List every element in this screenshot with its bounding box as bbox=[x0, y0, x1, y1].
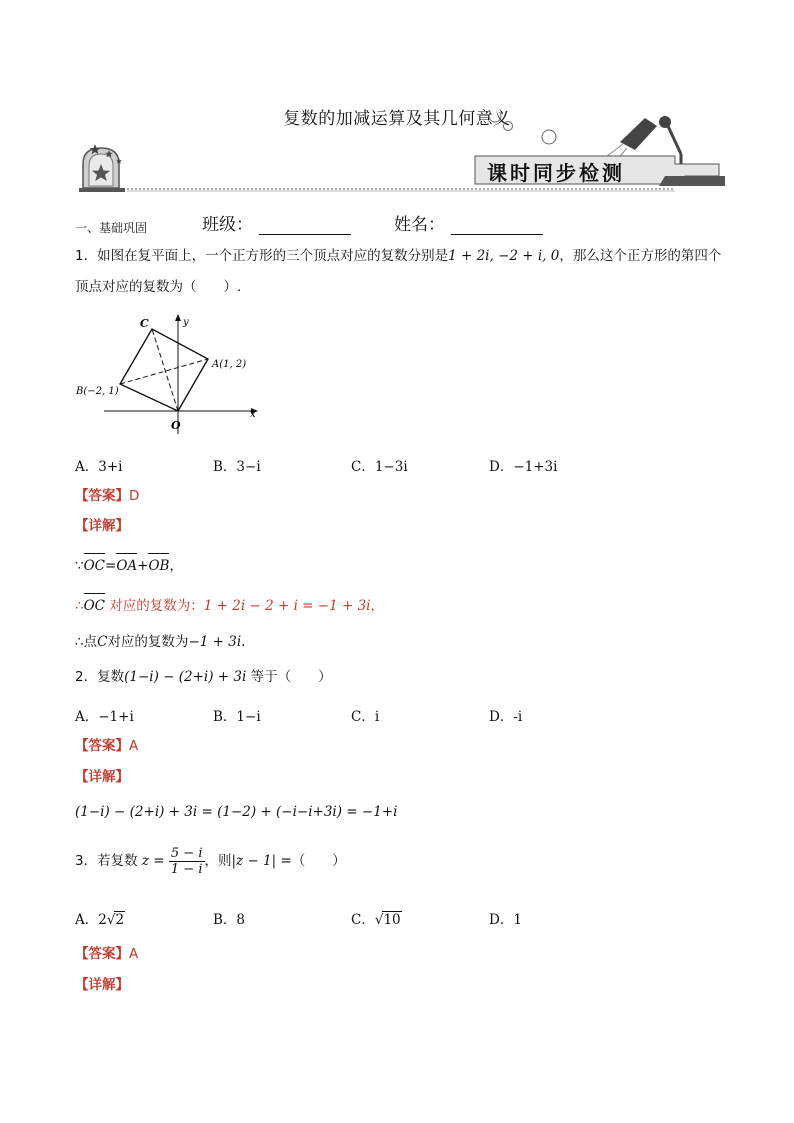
step3-text2: 对应的复数为 bbox=[107, 634, 189, 650]
name-blank[interactable] bbox=[451, 216, 543, 235]
q1-option-d[interactable]: D．−1+3i bbox=[489, 459, 558, 475]
radicand: 2 bbox=[115, 912, 125, 928]
answer-value: A bbox=[129, 946, 139, 962]
q1-math: 1 + 2i, −2 + i, 0 bbox=[448, 248, 560, 264]
plus-sign: + bbox=[137, 558, 149, 574]
star-badge-icon bbox=[79, 144, 125, 192]
detail-tag: 【详解】 bbox=[75, 518, 129, 534]
q3-option-c[interactable] bbox=[351, 908, 402, 928]
label-b: B(−2, 1) bbox=[76, 386, 119, 397]
q3-fraction bbox=[169, 846, 205, 877]
comma: ， bbox=[169, 558, 183, 574]
q3-tail: （ ） bbox=[291, 853, 346, 869]
q2-detail-tag bbox=[75, 767, 129, 787]
q2-option-b[interactable]: B．1−i bbox=[213, 709, 261, 725]
answer-tag: 【答案】 bbox=[75, 738, 129, 754]
q3-option-b[interactable]: B．8 bbox=[213, 912, 246, 928]
class-blank[interactable] bbox=[259, 216, 351, 235]
q1-option-c[interactable]: C．1−3i bbox=[351, 459, 408, 475]
q3-answer bbox=[75, 944, 138, 964]
q1-option-a[interactable]: A．3+i bbox=[75, 459, 123, 475]
q3-stem bbox=[75, 846, 346, 877]
q3-option-a[interactable] bbox=[75, 908, 125, 928]
q2-math: (1−i) − (2+i) + 3i bbox=[124, 669, 247, 685]
q1-step1 bbox=[75, 556, 183, 576]
comma: ， bbox=[370, 598, 384, 614]
step2-math: 1 + 2i − 2 + i = −1 + 3i bbox=[203, 598, 371, 614]
q2-option-d[interactable]: D．-i bbox=[489, 709, 523, 725]
answer-value: D bbox=[129, 488, 140, 504]
q1-step2 bbox=[75, 596, 384, 616]
equals-sign: = bbox=[105, 558, 117, 574]
square bbox=[120, 329, 208, 411]
q3-mid: ，则 bbox=[204, 853, 232, 869]
step3-math: −1 + 3i bbox=[188, 634, 242, 650]
banner-label: 课时同步检测 bbox=[487, 161, 625, 185]
q2-answer bbox=[75, 736, 138, 756]
name-field[interactable] bbox=[394, 210, 543, 235]
q1-answer bbox=[75, 486, 139, 506]
label-c: C bbox=[140, 317, 149, 330]
header-banner bbox=[75, 112, 725, 192]
name-label: 姓名： bbox=[394, 215, 445, 235]
fraction-denominator: 1 − i bbox=[170, 862, 203, 877]
page-title: 复数的加减运算及其几何意义 bbox=[283, 109, 511, 129]
q1-option-b[interactable]: B．3−i bbox=[213, 459, 261, 475]
vector-oc: OC bbox=[83, 558, 105, 574]
step2-text: 对应的复数为： bbox=[109, 598, 204, 614]
label-y: y bbox=[183, 317, 189, 328]
sqrt-symbol: √ bbox=[106, 912, 116, 928]
because-symbol: ∵ bbox=[75, 558, 84, 574]
q1-tail: ，那么这个正方形的第四个 bbox=[559, 248, 722, 264]
vector-oa: OA bbox=[116, 558, 138, 574]
therefore-symbol: ∴ bbox=[75, 598, 84, 614]
radicand: 10 bbox=[383, 912, 401, 928]
detail-tag: 【详解】 bbox=[75, 769, 129, 785]
detail-tag: 【详解】 bbox=[75, 977, 129, 993]
q1-line2: 顶点对应的复数为（ ）. bbox=[75, 279, 242, 295]
q3-option-d[interactable]: D．1 bbox=[489, 912, 522, 928]
q1-detail-tag bbox=[75, 516, 129, 536]
q2-prefix: 2．复数 bbox=[75, 669, 125, 685]
step3-text: ∴点 bbox=[75, 634, 98, 650]
q1-step3 bbox=[75, 632, 245, 652]
option-label: C． bbox=[351, 912, 375, 928]
q2-stem bbox=[75, 667, 332, 687]
option-label: A． bbox=[75, 912, 99, 928]
point-c: C bbox=[97, 634, 108, 650]
section-heading: 一、基础巩固 bbox=[75, 221, 148, 235]
vector-oc: OC bbox=[83, 598, 105, 614]
vector-ob: OB bbox=[148, 558, 170, 574]
q1-text: 1．如图在复平面上，一个正方形的三个顶点对应的复数分别是 bbox=[75, 248, 449, 264]
sqrt-symbol: √ bbox=[374, 912, 384, 928]
q1-line1 bbox=[75, 246, 721, 266]
label-o: O bbox=[171, 419, 181, 432]
answer-value: A bbox=[129, 738, 139, 754]
q2-tail: 等于（ ） bbox=[250, 669, 332, 685]
coefficient: 2 bbox=[98, 912, 107, 928]
class-field[interactable] bbox=[202, 210, 351, 235]
q2-solution: (1−i) − (2+i) + 3i = (1−2) + (−i−i+3i) = −1+i bbox=[75, 804, 398, 820]
answer-tag: 【答案】 bbox=[75, 488, 129, 504]
q2-option-c[interactable]: C．i bbox=[351, 709, 380, 725]
complex-plane-figure bbox=[74, 312, 264, 437]
label-a: A(1, 2) bbox=[212, 359, 247, 370]
class-label: 班级： bbox=[202, 215, 253, 235]
period: . bbox=[241, 634, 246, 650]
q3-z-eq: z = bbox=[141, 853, 165, 869]
q3-detail-tag bbox=[75, 975, 129, 995]
label-x: x bbox=[250, 409, 256, 420]
fraction-numerator: 5 − i bbox=[170, 846, 203, 861]
q2-option-a[interactable]: A．−1+i bbox=[75, 709, 134, 725]
answer-tag: 【答案】 bbox=[75, 946, 129, 962]
q3-abs: |z − 1| = bbox=[231, 853, 292, 869]
q3-prefix: 3．若复数 bbox=[75, 853, 138, 869]
diagonal-ab bbox=[120, 359, 208, 384]
